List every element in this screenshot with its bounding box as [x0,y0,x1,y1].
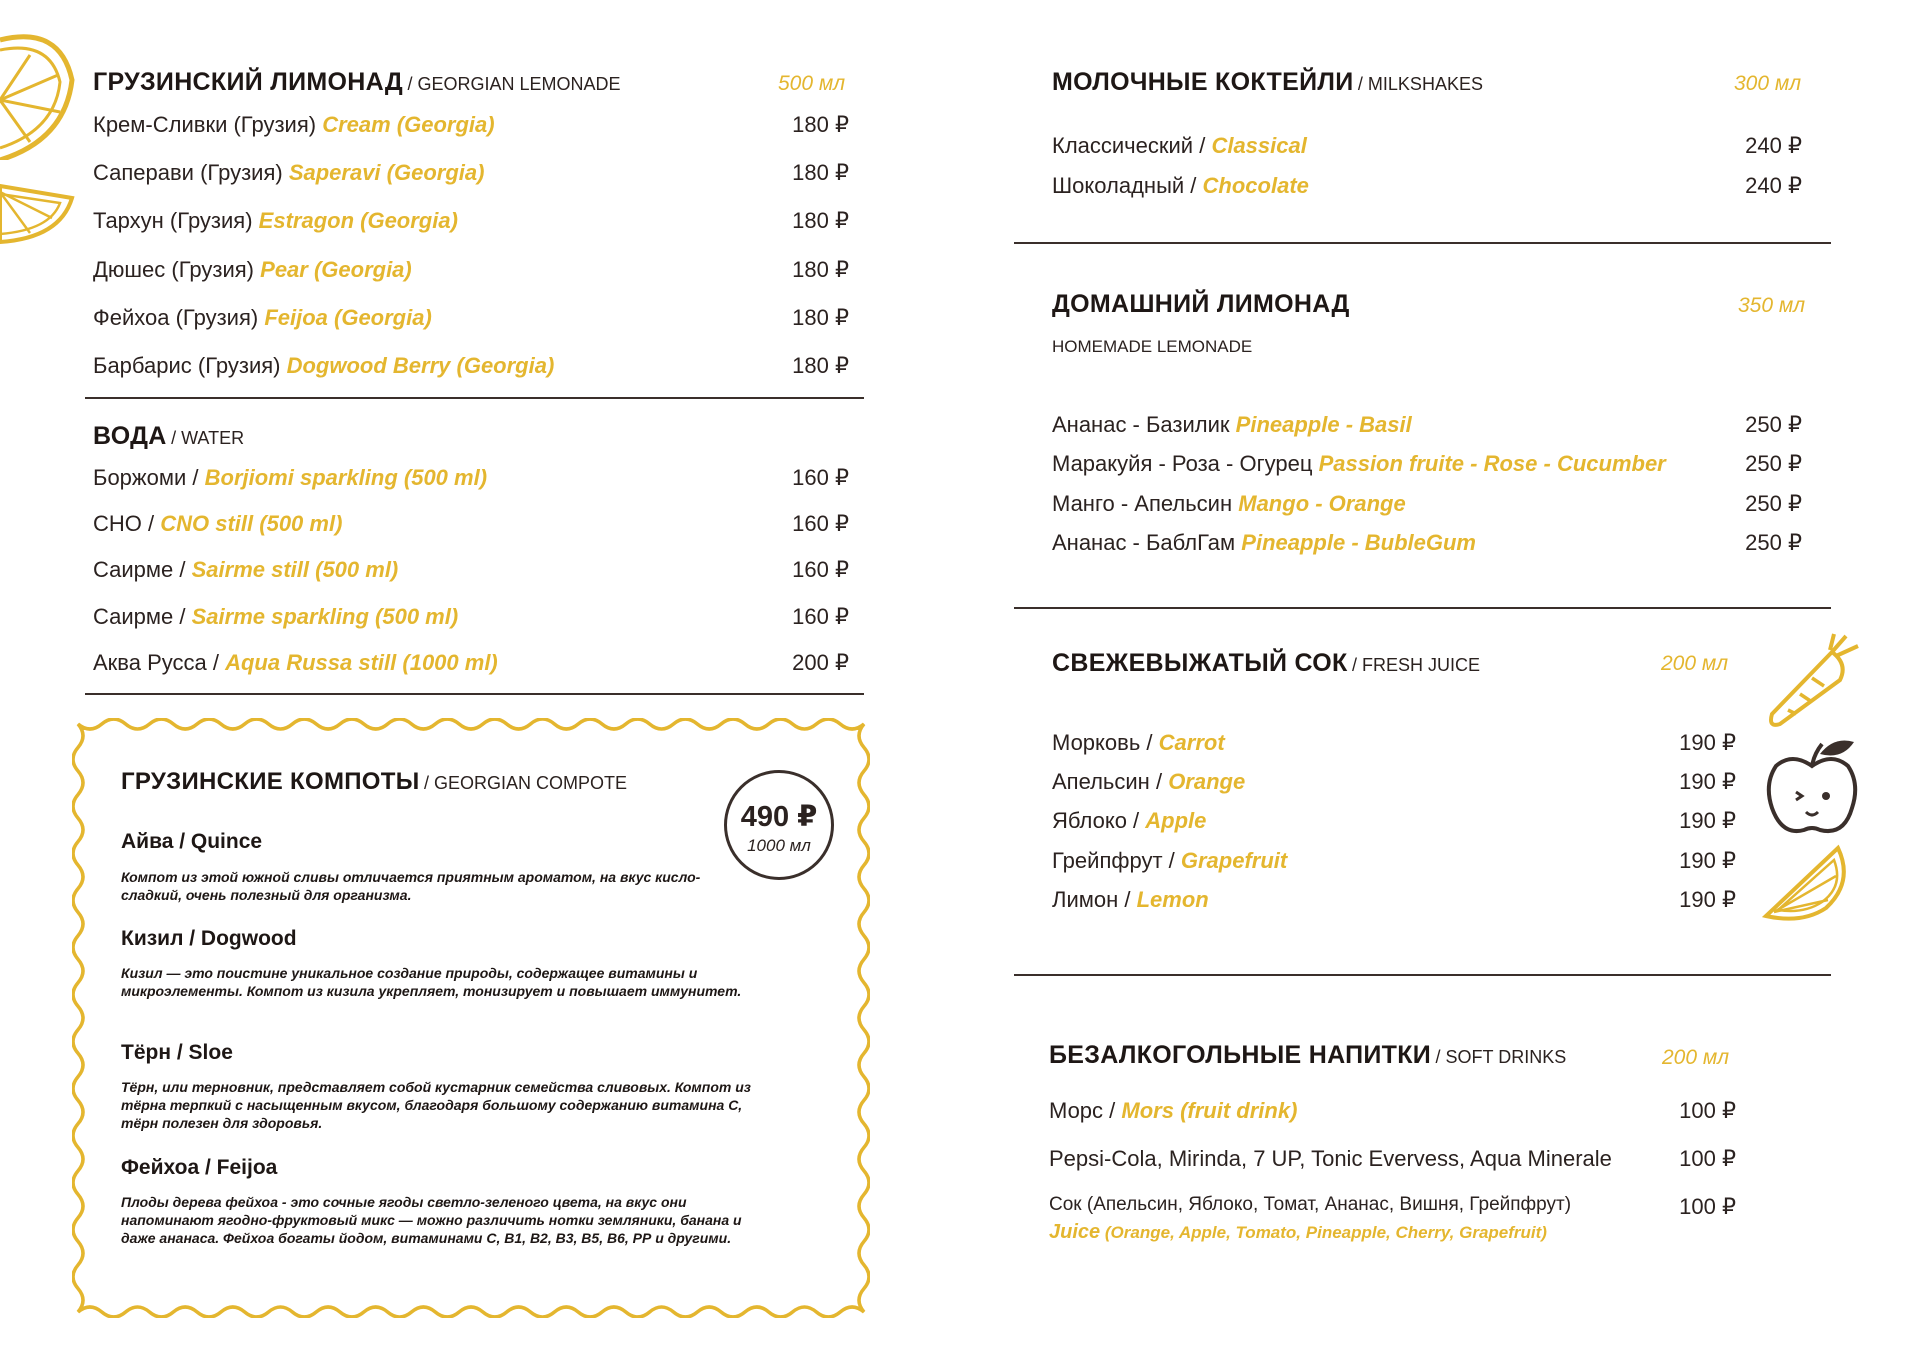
item-name-ru: Боржоми / [93,465,199,490]
item-name-en: Passion fruite - Rose - Cucumber [1318,451,1666,477]
compote-item-description: Кизил — это поистине уникальное создание природы, содержащее витамины и микроэлементы. Компот из кизила укрепляет, тонизирует и повышает иммунитет. [121,965,742,999]
menu-item [1052,173,1309,199]
item-price: 240 ₽ [1745,173,1802,198]
item-name-ru: Морковь / [1052,730,1153,755]
section-title-ru: МОЛОЧНЫЕ КОКТЕЙЛИ [1052,68,1354,96]
menu-item [1049,1146,1612,1172]
fresh-juice-volume: 200 мл [1661,652,1729,675]
item-name-ru: Лимон / [1052,886,1131,912]
item-price: 180 ₽ [792,304,849,330]
item-name-en: Chocolate [1202,173,1309,198]
georgian-lemonade-title [93,68,620,97]
item-name-ru: Классический / [1052,133,1206,158]
compote-item-description: Плоды дерева фейхоа - это сочные ягоды светло-зеленого цвета, на вкус они напоминают ягодно-фруктовый микс — можно различить нотки земляники, банана и даже ананаса. Фейхоа богаты йодом, витаминами С, В1, В2, В3, В5, В6, РР и другими. [121,1194,742,1246]
item-price: 190 ₽ [1679,769,1736,795]
item-name-en: Sairme still (500 ml) [191,557,399,583]
homemade-lemonade-volume: 350 мл [1738,294,1806,317]
milkshakes-volume: 300 мл [1734,72,1802,95]
soft-drinks-title [1049,1041,1566,1070]
menu-item [93,511,342,537]
item-name-ru: Грейпфрут / [1052,847,1175,873]
menu-item [1052,887,1209,913]
compote-price: 490 ₽ [740,801,818,833]
menu-item [93,257,412,283]
menu-item [93,604,458,630]
item-name-en: Saperavi (Georgia) [288,160,485,186]
compote-item-description: Тёрн, или терновник, представляет собой кустарник семейства сливовых. Компот из тёрна терпкий с насыщенным вкусом, благодаря большому содержанию витамина С, тёрн полезен для здоровья. [121,1079,751,1131]
item-name-ru: Аква Русса / [93,649,219,675]
item-price: 180 ₽ [792,160,849,186]
item-name-en: Apple [1145,808,1207,834]
divider [85,397,864,399]
menu-item [93,160,484,186]
section-title-ru: ГРУЗИНСКИЕ КОМПОТЫ [121,768,420,795]
item-name-en: Grapefruit [1180,847,1288,873]
item-name-en: Estragon (Georgia) [258,208,458,234]
menu-item [1052,451,1666,477]
menu-item [93,650,498,676]
item-name-ru: Саирме / [93,557,186,583]
item-name-ru: Саирме / [93,603,186,629]
item-price: 200 ₽ [792,649,849,675]
item-name-ru: Манго - Апельсин [1052,490,1233,516]
item-name-ru: Тархун (Грузия) [93,208,253,234]
divider [85,693,864,695]
menu-item [1049,1098,1297,1124]
lemon-wedge-icon [0,178,80,248]
item-price: 250 ₽ [1745,529,1802,555]
item-name-ru: Фейхоа (Грузия) [93,304,259,330]
item-name-en: Aqua Russa still (1000 ml) [225,649,498,675]
compote-item-title: Фейхоа / Feijoa [121,1156,278,1179]
item-name-en: Dogwood Berry (Georgia) [286,353,555,378]
item-name-en: Classical [1211,133,1307,158]
menu-item [1052,730,1225,756]
item-name-en: Pineapple - Basil [1235,412,1412,437]
milkshakes-title [1052,68,1483,97]
item-name-en: Pear (Georgia) [260,256,412,282]
divider [1014,607,1831,609]
compote-volume: 1000 мл [747,836,811,855]
compote-item-title: Тёрн / Sloe [121,1041,233,1064]
item-price: 100 ₽ [1679,1146,1736,1171]
item-name-en: CNO still (500 ml) [160,511,343,537]
item-name-en: Lemon [1136,886,1209,912]
section-title-en: / WATER [171,428,245,448]
compote-item-title: Кизил / Dogwood [121,927,297,950]
section-title-en: / GEORGIAN LEMONADE [407,74,621,94]
item-name-ru: Шоколадный / [1052,173,1197,198]
menu-item [1052,769,1245,795]
item-name-en: Mango - Orange [1238,490,1406,516]
item-name-ru: СНО / [93,511,155,537]
menu-item [1052,530,1476,556]
item-name-en: Mors (fruit drink) [1121,1098,1298,1123]
menu-item [1052,848,1287,874]
item-price: 190 ₽ [1679,808,1736,834]
item-name-ru: Морс / [1049,1098,1116,1123]
menu-item [93,112,495,138]
item-name-ru: Маракуйя - Роза - Огурец [1052,451,1313,477]
item-name-en: Feijoa (Georgia) [264,304,432,330]
item-name-en: Carrot [1158,730,1225,755]
soft-drinks-volume: 200 мл [1662,1046,1730,1069]
menu-item [93,208,458,234]
section-title-ru: ГРУЗИНСКИЙ ЛИМОНАД [93,68,403,96]
menu-item [1049,1194,1571,1216]
item-price: 180 ₽ [792,353,849,378]
homemade-lemonade-title [1052,290,1350,319]
item-name-ru: Барбарис (Грузия) [93,353,281,378]
item-name-ru: Саперави (Грузия) [93,160,283,186]
item-name-ru: Pepsi-Cola, Mirinda, 7 UP, Tonic Evervess, Aqua Minerale [1049,1146,1612,1171]
item-name-ru: Яблоко / [1052,808,1140,834]
georgian-lemonade-volume: 500 мл [778,72,846,95]
item-name-en: Sairme sparkling (500 ml) [191,603,459,629]
item-name-ru: Апельсин / [1052,769,1163,795]
item-name-en: Pineapple - BubleGum [1241,529,1476,555]
divider [1014,974,1831,976]
item-name-ru: Сок (Апельсин, Яблоко, Томат, Ананас, Вишня, Грейпфрут) [1049,1194,1572,1215]
compote-title [121,768,627,796]
section-title-ru: БЕЗАЛКОГОЛЬНЫЕ НАПИТКИ [1049,1041,1432,1069]
section-title-ru: ВОДА [93,422,167,450]
item-price: 250 ₽ [1745,490,1802,516]
section-title-ru: ДОМАШНИЙ ЛИМОНАД [1052,290,1350,318]
item-price: 190 ₽ [1679,847,1736,873]
menu-item [93,305,432,331]
item-price: 100 ₽ [1679,1194,1736,1219]
fresh-juice-title [1052,649,1480,678]
juice-en-detail: (Orange, Apple, Tomato, Pineapple, Cherry, Grapefruit) [1104,1223,1547,1242]
section-title-en: / SOFT DRINKS [1435,1047,1567,1067]
menu-item [1052,491,1406,517]
menu-item [1052,412,1412,438]
item-price: 100 ₽ [1679,1098,1736,1123]
menu-item [1052,133,1307,159]
item-price: 190 ₽ [1679,730,1736,755]
menu-item [93,557,398,583]
item-price: 180 ₽ [792,208,849,234]
item-name-ru: Крем-Сливки (Грузия) [93,112,317,137]
menu-item [1052,808,1206,834]
divider [1014,242,1831,244]
menu-item [93,465,487,491]
item-name-ru: Ананас - БаблГам [1052,529,1236,555]
item-price: 180 ₽ [792,256,849,282]
compote-item-description: Компот из этой южной сливы отличается приятным ароматом, на вкус кисло-сладкий, очень полезный для организма. [121,869,701,903]
carrot-icon [1760,632,1860,732]
item-price: 250 ₽ [1745,412,1802,437]
water-title [93,422,244,451]
section-title-ru: СВЕЖЕВЫЖАТЫЙ СОК [1052,649,1348,677]
item-price: 190 ₽ [1679,886,1736,912]
item-price: 160 ₽ [792,603,849,629]
lemon-slice-icon [0,20,80,160]
item-name-en: Borjiomi sparkling (500 ml) [204,465,488,490]
item-name-ru: Ананас - Базилик [1052,412,1230,437]
section-title-en: / MILKSHAKES [1357,74,1483,94]
item-price: 180 ₽ [792,112,849,137]
compote-item-title: Айва / Quince [121,830,263,853]
apple-icon [1762,732,1862,842]
item-name-en: Cream (Georgia) [322,112,495,137]
item-price: 160 ₽ [792,511,849,537]
item-price: 240 ₽ [1745,133,1802,158]
item-price: 250 ₽ [1745,451,1802,477]
homemade-lemonade-subtitle: HOMEMADE LEMONADE [1052,337,1253,356]
item-price: 160 ₽ [792,557,849,583]
item-name-ru: Дюшес (Грузия) [93,256,255,282]
item-price: 160 ₽ [792,465,849,490]
lemon-wedge-icon [1762,842,1852,922]
section-title-en: / GEORGIAN COMPOTE [424,773,628,793]
menu-item [93,353,554,379]
section-title-en: / FRESH JUICE [1352,655,1481,675]
compote-price-badge [724,770,834,880]
juice-en-label: Juice [1049,1221,1101,1243]
item-name-en: Orange [1168,769,1246,795]
soft-drinks-juice-en [1049,1221,1547,1244]
